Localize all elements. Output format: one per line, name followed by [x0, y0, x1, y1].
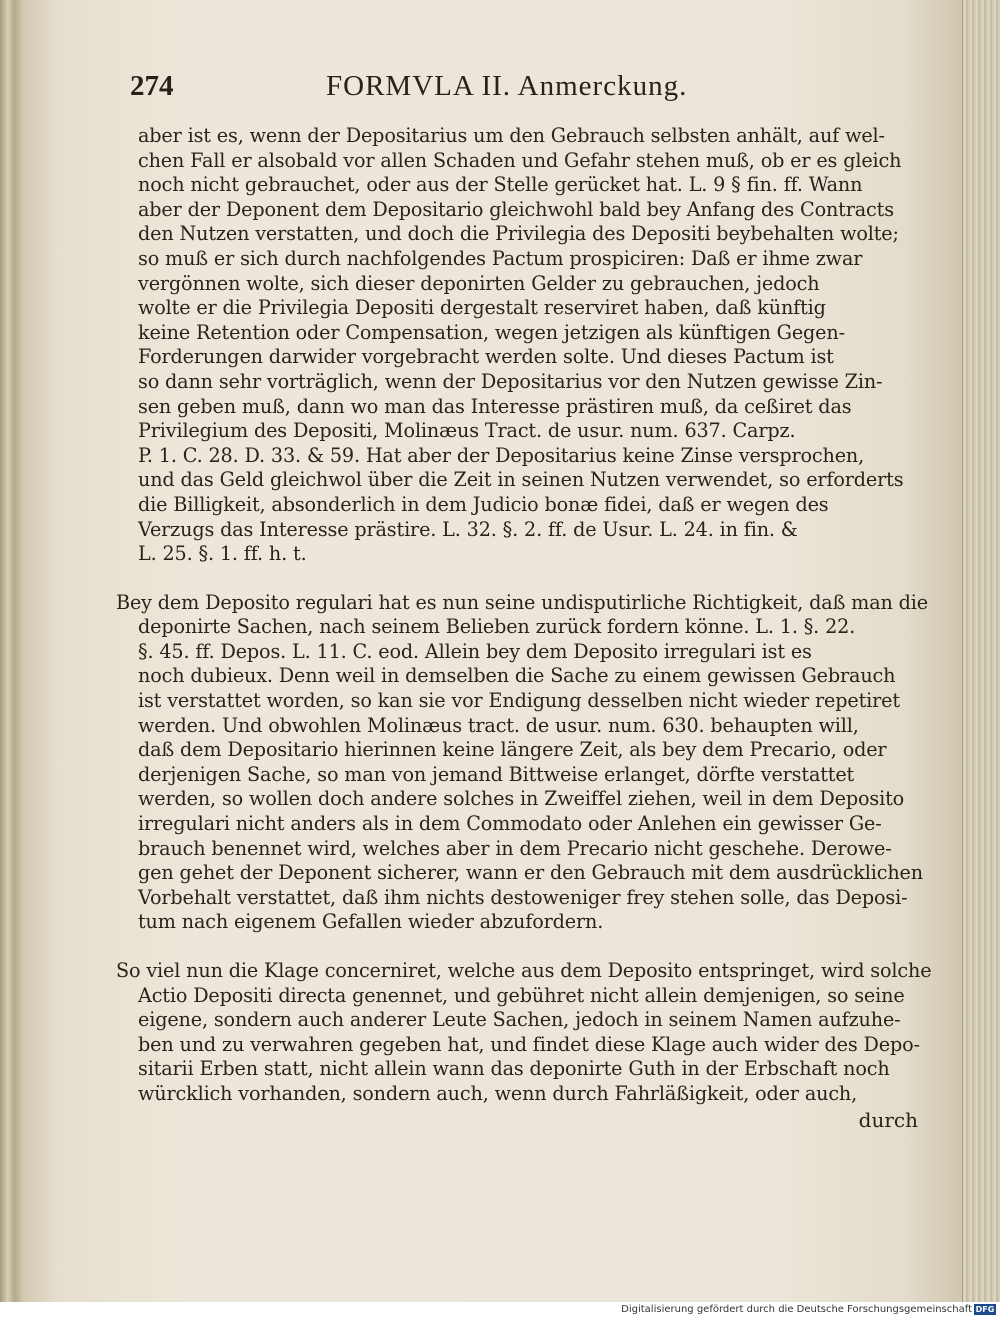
text-line: den Nutzen verstatten, und doch die Privilegia des Depositi beybehalten wolte;	[138, 222, 899, 246]
text-line: werden, so wollen doch andere solches in Zweiffel ziehen, weil in dem Deposito	[138, 787, 905, 811]
page-number: 274	[130, 70, 174, 102]
text-line: So viel nun die Klage concerniret, welche aus dem Deposito entspringet, wird solche	[116, 959, 932, 982]
text-line: brauch benennet wird, welches aber in dem Precario nicht geschehe. Derowe-	[138, 836, 892, 860]
text-line: würcklich vorhanden, sondern auch, wenn durch Fahrläßigkeit, oder auch,	[138, 1081, 858, 1105]
text-line: irregulari nicht anders als in dem Commodato oder Anlehen ein gewisser Ge-	[138, 812, 882, 836]
text-line: Privilegium des Depositi, Molinæus Tract. de usur. num. 637. Carpz.	[138, 419, 796, 443]
text-line: aber ist es, wenn der Depositarius um den Gebrauch selbsten anhält, auf wel-	[138, 124, 885, 147]
text-line: vergönnen wolte, sich dieser deponirten Gelder zu gebrauchen, jedoch	[138, 271, 820, 295]
text-line: werden. Und obwohlen Molinæus tract. de usur. num. 630. behaupten will,	[138, 713, 859, 737]
text-line: L. 25. §. 1. ff. h. t.	[138, 542, 307, 566]
page-body	[116, 124, 932, 1133]
funding-credit: Digitalisierung gefördert durch die Deutsche Forschungsgemeinschaft	[621, 1304, 972, 1315]
text-line: Forderungen darwider vorgebracht werden solte. Und dieses Pactum ist	[138, 345, 834, 369]
text-line: sitarii Erben statt, nicht allein wann das deponirte Guth in der Erbschaft noch	[138, 1057, 890, 1081]
text-line: daß dem Depositario hierinnen keine längere Zeit, als bey dem Precario, oder	[138, 738, 887, 762]
text-line: eigene, sondern auch anderer Leute Sachen, jedoch in seinem Namen aufzuhe-	[138, 1008, 901, 1032]
text-line: sen geben muß, dann wo man das Interesse prästiren muß, da ceßiret das	[138, 394, 852, 418]
text-line: §. 45. ff. Depos. L. 11. C. eod. Allein bey dem Deposito irregulari ist es	[138, 639, 812, 663]
text-line: Vorbehalt verstattet, daß ihm nichts destoweniger frey stehen solle, das Deposi-	[138, 885, 908, 909]
paragraph-1	[138, 124, 928, 567]
text-line: wolte er die Privilegia Depositi dergestalt reserviret haben, daß künftig	[138, 296, 826, 320]
text-line: deponirte Sachen, nach seinem Belieben zurück fordern könne. L. 1. §. 22.	[138, 615, 856, 639]
text-line: Verzugs das Interesse prästire. L. 32. §. 2. ff. de Usur. L. 24. in fin. &	[138, 517, 798, 541]
digitization-footer	[0, 1302, 1000, 1317]
text-line: Actio Depositi directa genennet, und gebühret nicht allein demjenigen, so seine	[138, 983, 905, 1007]
text-line: die Billigkeit, absonderlich in dem Judicio bonæ fidei, daß er wegen des	[138, 492, 829, 516]
paragraph-3	[116, 959, 932, 1107]
text-line: noch dubieux. Denn weil in demselben die Sache zu einem gewissen Gebrauch	[138, 664, 896, 688]
text-line: Bey dem Deposito regulari hat es nun seine undisputirliche Richtigkeit, daß man die	[116, 590, 928, 614]
text-line: so muß er sich durch nachfolgendes Pactum prospiciren: Daß er ihme zwar	[138, 246, 863, 270]
paragraph-gap	[138, 935, 928, 959]
text-line: chen Fall er alsobald vor allen Schaden und Gefahr stehen muß, ob er es gleich	[138, 148, 902, 172]
text-line: ist verstattet worden, so kan sie vor Endigung desselben nicht wieder repetiret	[138, 689, 900, 713]
text-line: und das Geld gleichwol über die Zeit in seinen Nutzen verwendet, so erforderts	[138, 468, 904, 492]
text-line: P. 1. C. 28. D. 33. & 59. Hat aber der Depositarius keine Zinse versprochen,	[138, 443, 865, 467]
text-line: derjenigen Sache, so man von jemand Bittweise erlanget, dörfte verstattet	[138, 762, 855, 786]
running-title: FORMVLA II. Anmerckung.	[326, 70, 688, 102]
paragraph-2	[116, 590, 928, 935]
text-line: aber der Deponent dem Depositario gleichwohl bald bey Anfang des Contracts	[138, 197, 894, 221]
paragraph-gap	[138, 567, 928, 591]
text-line: keine Retention oder Compensation, wegen jetzigen als künftigen Gegen-	[138, 320, 845, 344]
page-fore-edge	[962, 0, 1000, 1302]
text-line: gen gehet der Deponent sicherer, wann er den Gebrauch mit dem ausdrücklichen	[138, 861, 923, 885]
catchword: durch	[858, 1107, 918, 1132]
text-line: noch nicht gebrauchet, oder aus der Stelle gerücket hat. L. 9 § fin. ff. Wann	[138, 173, 863, 197]
page-header	[130, 66, 970, 110]
text-line: so dann sehr vorträglich, wenn der Depositarius vor den Nutzen gewisse Zin-	[138, 369, 883, 393]
text-line: ben und zu verwahren gegeben hat, und findet diese Klage auch wider des Depo-	[138, 1032, 920, 1056]
dfg-logo-icon: DFG	[975, 1305, 995, 1314]
text-line: tum nach eigenem Gefallen wieder abzufordern.	[138, 910, 604, 934]
book-spine	[0, 0, 22, 1302]
